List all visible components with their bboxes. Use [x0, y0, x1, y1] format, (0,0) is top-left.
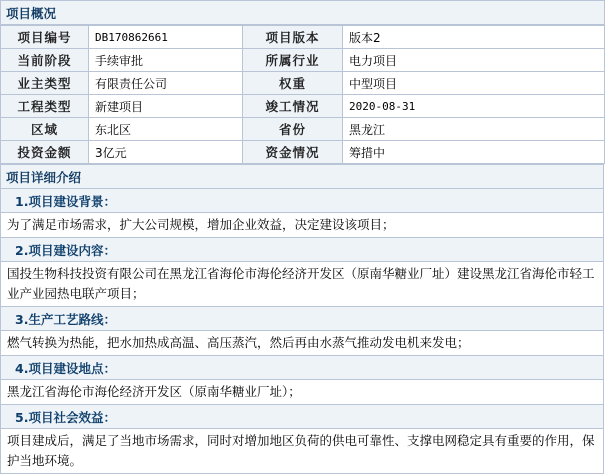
label-region: 区域 [1, 118, 89, 141]
label-funding: 资金情况 [243, 141, 343, 164]
detail-heading-background: 1.项目建设背景： [1, 189, 604, 213]
detail-heading-benefit: 5.项目社会效益： [1, 405, 604, 429]
value-funding: 筹措中 [343, 141, 605, 164]
value-investment: 3亿元 [89, 141, 243, 164]
value-weight: 中型项目 [343, 72, 605, 95]
details-table [0, 164, 604, 474]
label-weight: 权重 [243, 72, 343, 95]
overview-row [1, 95, 605, 118]
label-industry: 所属行业 [243, 49, 343, 72]
label-province: 省份 [243, 118, 343, 141]
value-industry: 电力项目 [343, 49, 605, 72]
value-project-type: 新建项目 [89, 95, 243, 118]
value-province: 黑龙江 [343, 118, 605, 141]
value-region: 东北区 [89, 118, 243, 141]
details-title: 项目详细介绍 [1, 165, 604, 189]
value-project-number: DB170862661 [89, 26, 243, 49]
label-completion: 竣工情况 [243, 95, 343, 118]
detail-heading-process: 3.生产工艺路线： [1, 307, 604, 331]
detail-text-process: 燃气转换为热能，把水加热成高温、高压蒸汽，然后再由水蒸气推动发电机来发电； [1, 331, 604, 356]
detail-heading-content: 2.项目建设内容： [1, 238, 604, 262]
overview-table [0, 0, 605, 25]
overview-grid [0, 25, 605, 164]
overview-row [1, 26, 605, 49]
value-owner-type: 有限责任公司 [89, 72, 243, 95]
label-project-type: 工程类型 [1, 95, 89, 118]
detail-text-content: 国投生物科技投资有限公司在黑龙江省海伦市海伦经济开发区（原南华糖业厂址）建设黑龙江省海伦市轻工业产业园热电联产项目； [1, 262, 604, 307]
overview-row [1, 49, 605, 72]
overview-row [1, 72, 605, 95]
label-investment: 投资金额 [1, 141, 89, 164]
value-current-stage: 手续审批 [89, 49, 243, 72]
overview-row [1, 118, 605, 141]
label-current-stage: 当前阶段 [1, 49, 89, 72]
overview-row [1, 141, 605, 164]
label-project-number: 项目编号 [1, 26, 89, 49]
detail-text-location: 黑龙江省海伦市海伦经济开发区（原南华糖业厂址）； [1, 380, 604, 405]
detail-heading-location: 4.项目建设地点： [1, 356, 604, 380]
detail-text-benefit: 项目建成后，满足了当地市场需求，同时对增加地区负荷的供电可靠性、支撑电网稳定具有重要的作用，保护当地环境。 [1, 429, 604, 474]
label-owner-type: 业主类型 [1, 72, 89, 95]
value-completion: 2020-08-31 [343, 95, 605, 118]
detail-text-background: 为了满足市场需求，扩大公司规模，增加企业效益，决定建设该项目； [1, 213, 604, 238]
overview-title: 项目概况 [1, 1, 605, 25]
label-project-version: 项目版本 [243, 26, 343, 49]
value-project-version: 版本2 [343, 26, 605, 49]
